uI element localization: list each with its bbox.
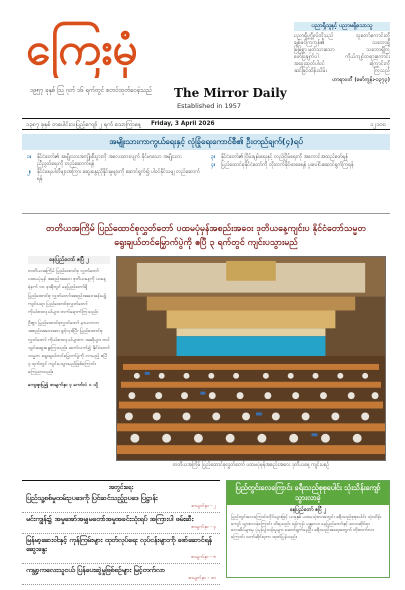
verse-line: ဆင်ခြင်ထိန်းသိမ်း ကြသည်: [294, 68, 390, 74]
verse-title: ပညာရှိသူနှင့် ပညာမရှိသောသူ: [294, 22, 390, 31]
brief-title: ပြည်သူ့စစ်မှုထမ်းဥပဒေကို ပြင်ဆင်သည့်ဥပဒေ ပြဋ္ဌာန်း: [26, 494, 158, 502]
lead-story-headline: တတိယအကြိမ် ပြည်ထောင်စုလွှတ်တော် ပထမပုံမှန်အစည်းအဝေး ဒုတိယနေ့ကျင်းပ နိုင်ငံတော်သမ္မတရွေးချယ်တင်မြှောက်ပွဲကို ဧပြီ ၃ ရက်တွင် ကျင်းပသွားမည်: [45, 224, 367, 248]
top-story-points: [22, 152, 390, 214]
svg-text:ကြေးမုံ: ကြေးမုံ: [26, 24, 138, 75]
brief-item[interactable]: [22, 492, 220, 513]
verse-line: ဖော်ပြချက်ပါ ကိုယ်ကျင့်တရားကောင်း: [294, 54, 390, 60]
brief-page: စာမျက်နှာ - ၃: [191, 525, 216, 530]
briefs-title: အတွင်းရေး: [108, 484, 134, 491]
verse-author: ဟာရာဝတီ (မော်ကွန်း-၁၃၇၃): [332, 77, 390, 83]
lead-story: [22, 256, 390, 474]
air-travel-body: ပြည်တွင်းလေကြောင်းလိုင်းများဖြင့် ယခုနှစ် ပထမသုံးလအတွင်း ခရီးသည်စုစုပေါင်း သုံးသိန်းကျော် သွားလာခဲ့ကြောင်း သိရသည်။ ရန်ကုန်၊ မန္တလေး၊ နေပြည်တော်နှင့် ဒေသဆိုင်ရာ လေဆိပ်များမှ ပုံမှန်ပျံသန်းမှုများ ဆောင်ရွက်နေပြီး ခရီးသည်အရေအတွက် တိုးတက်လာကြောင်း သက်ဆိုင်ရာက ထုတ်ပြန်သည်။: [231, 515, 382, 540]
masthead-tagline: ၁၉၅၇ ခုနှစ် ဩ ဂုတ် ၁၆ ရက်တွင် စတင်ထုတ်ဝေခဲ့သည်: [30, 87, 152, 94]
myanmar-date: ၁၃၈၇ ခုနှစ် တပေါင်းလပြည့်ကျော် ၂ ရက် သောကြာနေ့: [26, 121, 141, 128]
lead-paragraph: တတိယအကြိမ် ပြည်ထောင်စု လွှတ်တော် ပထမပုံမှန် အစည်းအဝေး ဒုတိယနေ့ကို ယနေ့နံနက် ၁၀ နာရီတွင် နေပြည်တော်ရှိ ပြည်ထောင်စု လွှတ်တော်အစည်းအဝေးခန်းမ၌ ကျင်းပရာ ပြည်ထောင်စုလွှတ်တော် ကိုယ်စားလှယ်များ တက်ရောက်ကြသည်။: [28, 269, 107, 316]
photo-caption: တတိယအကြိမ် ပြည်ထောင်စုလွှတ်တော် ပထမပုံမှန်အစည်းအဝေး ဒုတိယနေ့ ကျင်းပစဉ်: [172, 462, 330, 468]
point-item: ၄။ ပြည်ထောင်စုနိုင်ငံတော်ကို တိုးတက်ခိုင်မာစေရန် ပူးပေါင်းဆောင်ရွက်ကြရန်: [211, 162, 354, 168]
point-item: ၃။ နိုင်ငံတော်၏ ငြိမ်းချမ်းရေးနှင့် တည်ငြိမ်ရေးကို အကောင်အထည်ဖော်ရန်: [211, 154, 348, 160]
brief-page: စာမျက်နှာ - ၈: [191, 555, 216, 560]
brief-item[interactable]: [22, 534, 220, 564]
newspaper-front-page: [22, 18, 390, 581]
air-travel-byline: နေပြည်တော် ဧပြီ ၂: [290, 507, 326, 513]
brief-title: မြန်မာ့ဆေးဝါးနှင့် ကုန်ကြမ်းများ ထုတ်လုပ်ရေး လုပ်ငန်းများကို ဖော်ဆောင်ရန် ဆွေးနွေး: [26, 536, 212, 553]
verse-line: ပညာရှိပုဂ္ဂိုလ်တို့သည် သူတော်ကောင်းတို့: [294, 33, 390, 39]
established-line: Established in 1957: [177, 102, 241, 110]
inside-briefs: [22, 480, 220, 581]
brief-title: မင်းကျွန်း၌ အမှုအော်အမျှမတော်အမှုအခင်းသုံးရပ် အကြားပါ ဖမ်းဆီး: [26, 515, 194, 523]
brief-page: စာမျက်နှာ - ၂: [191, 504, 216, 509]
lead-paragraph: ဦးစွာ ပြည်ထောင်စုလွှတ်တော် နာယကက အစည်းအဝေးအား ဖွင့်လှစ်ပြီး ပြည်ထောင်စုလွှတ်တော် ကိုယ်စားလှယ်များက အဆိုများ တင်သွင်းဆွေးနွေးကြသည်။ ဆက်လက်၍ နိုင်ငံတော်သမ္မတ ရွေးချယ်တင်မြှောက်ပွဲကို လာမည့် ဧပြီ ၃ ရက်တွင် ကျင်းပသွားမည်ဖြစ်ကြောင်း ကြေညာသည်။: [28, 321, 110, 376]
points-column: [206, 152, 390, 213]
points-column: [22, 152, 206, 213]
brief-item[interactable]: [22, 564, 220, 585]
point-item: ၁။ နိုင်ငံတော်၏ အမျိုးသားအကျိုးစီးပွားကို အလေးထားလျက် ခိုင်မာသော အမျိုးသားညီညွတ်ရေးကို တည်ဆောက်ရန်: [27, 154, 182, 167]
lead-story-text: [28, 268, 110, 390]
verse-line: အထူးထုတ်ပါဝင် ကြောင်းကို: [294, 61, 390, 67]
lead-story-byline: နေပြည်တော် ဧပြီ ၂: [28, 256, 110, 264]
continued-link[interactable]: ကျေးဇူးပြု၍ စာမျက်နှာ ၃ ကော်လံ ၁ သို့: [28, 382, 98, 388]
dateline: [22, 118, 390, 130]
brief-title: ကမ္ဘာ့ကလေးသူငယ် ပြန်ပေးဆွဲမှုဖြစ်စဉ်များ မြင့်တက်လာ: [26, 566, 165, 574]
air-travel-story: [226, 480, 390, 578]
parliament-photo: [116, 256, 386, 461]
air-travel-headline: ပြည်တွင်းလေကြောင်း ခရီးသည်စုစုပေါင်း သုံးသိန်းကျော် သွားလာခဲ့: [227, 481, 389, 505]
brief-page: စာမျက်နှာ - ၁၀: [188, 576, 216, 581]
verse-line: မြဲမြံစွာ မှတ်သားသော သဘောရှိကြ: [294, 47, 390, 53]
brief-item[interactable]: [22, 513, 220, 534]
english-title: The Mirror Daily: [174, 86, 287, 100]
verse-line: ချစ်ခင်ကြကုန်၏ သဘောရှိ: [294, 40, 390, 46]
english-date: Friday, 3 April 2026: [150, 121, 215, 127]
masthead: [22, 18, 390, 114]
top-story-headline: အမျိုးသားကာကွယ်ရေးနှင့် လုံခြုံရေးကောင်စီ၏ ဦးတည်ချက်(၄)ရပ်: [22, 134, 390, 150]
point-item: ၂။ နိုင်ငံရေးပါတီများအကြား ဆွေးနွေးညှိနှိုင်းမှုများကို ဆောင်ရွက်၍ ပါဝင်နိုင်သမျှ တည်ဆောက်ရန်: [27, 169, 201, 182]
issue-number: ၁၂၁၀၀: [370, 121, 386, 128]
verse-box: [294, 22, 390, 114]
newspaper-logo: [24, 18, 174, 78]
